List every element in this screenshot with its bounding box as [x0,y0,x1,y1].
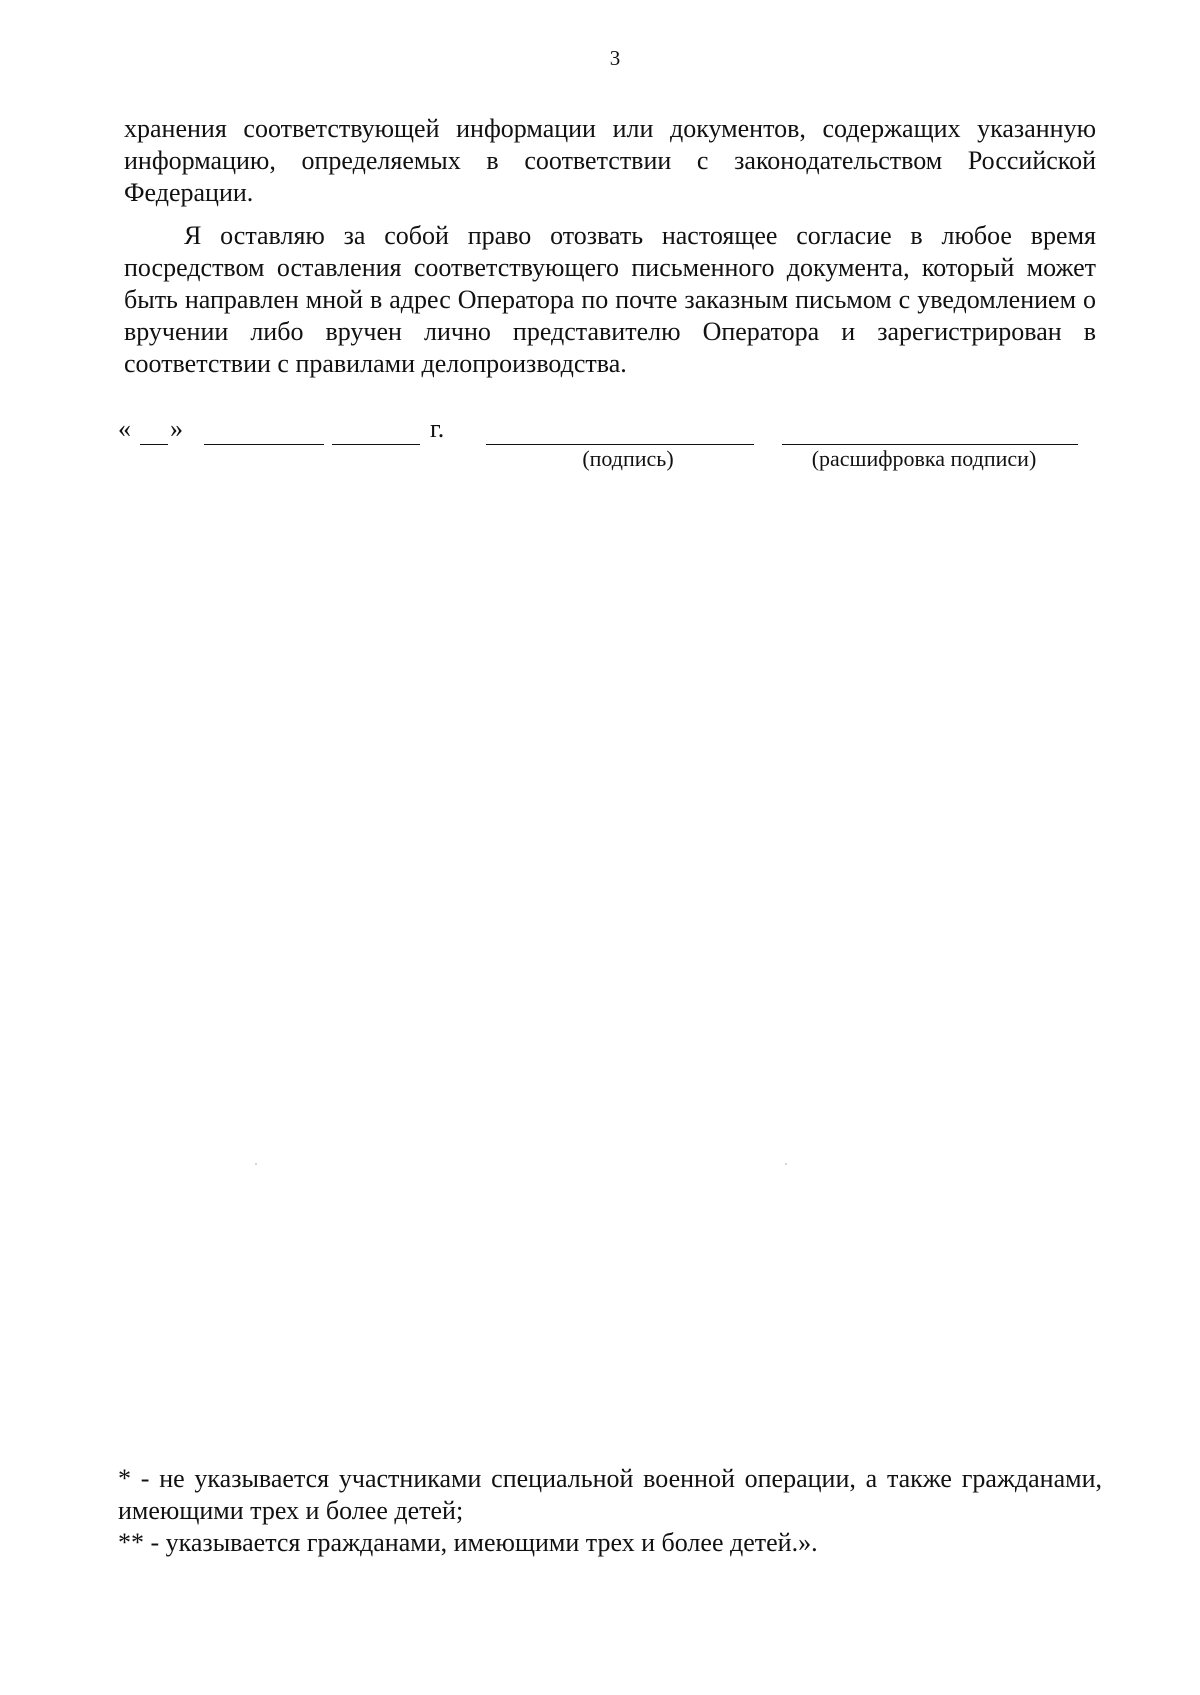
page-number: 3 [609,46,621,70]
month-blank-line[interactable] [204,418,324,445]
year-suffix: г. [430,414,445,443]
date-close-quote: » [170,414,183,443]
day-blank-line[interactable] [140,418,168,445]
signature-blank-line[interactable] [486,418,754,445]
signature-decoding-blank-line[interactable] [782,418,1078,445]
footnote-double-asterisk: ** - указывается гражданами, имеющими трех и более детей.». [118,1528,818,1557]
signature-row [118,414,1078,474]
year-blank-line[interactable] [332,418,420,445]
date-open-quote: « [118,414,131,443]
signature-decoding-caption: (расшифровка подписи) [811,446,1037,471]
scan-artifact [255,1163,257,1165]
footnote-single-asterisk: * - не указывается участниками специальной военной операции, а также гражданами, имеющими трех и более детей; [118,1464,1102,1525]
revocation-paragraph: Я оставляю за собой право отозвать настоящее согласие в любое время посредством оставления соответствующего письменного документа, который может быть направлен мной в адрес Оператора по почте заказным письмом с уведомлением о вручении либо вручен лично представителю Оператора и зарегистрирован в соответствии с правилами делопроизводства. [124,221,1096,378]
signature-caption: (подпись) [582,446,674,471]
footnotes [118,1463,1102,1559]
scan-artifact [785,1163,787,1165]
continuation-paragraph: хранения соответствующей информации или документов, содержащих указанную информацию, определяемых в соответствии с законодательством Российской Федерации. [124,114,1096,207]
